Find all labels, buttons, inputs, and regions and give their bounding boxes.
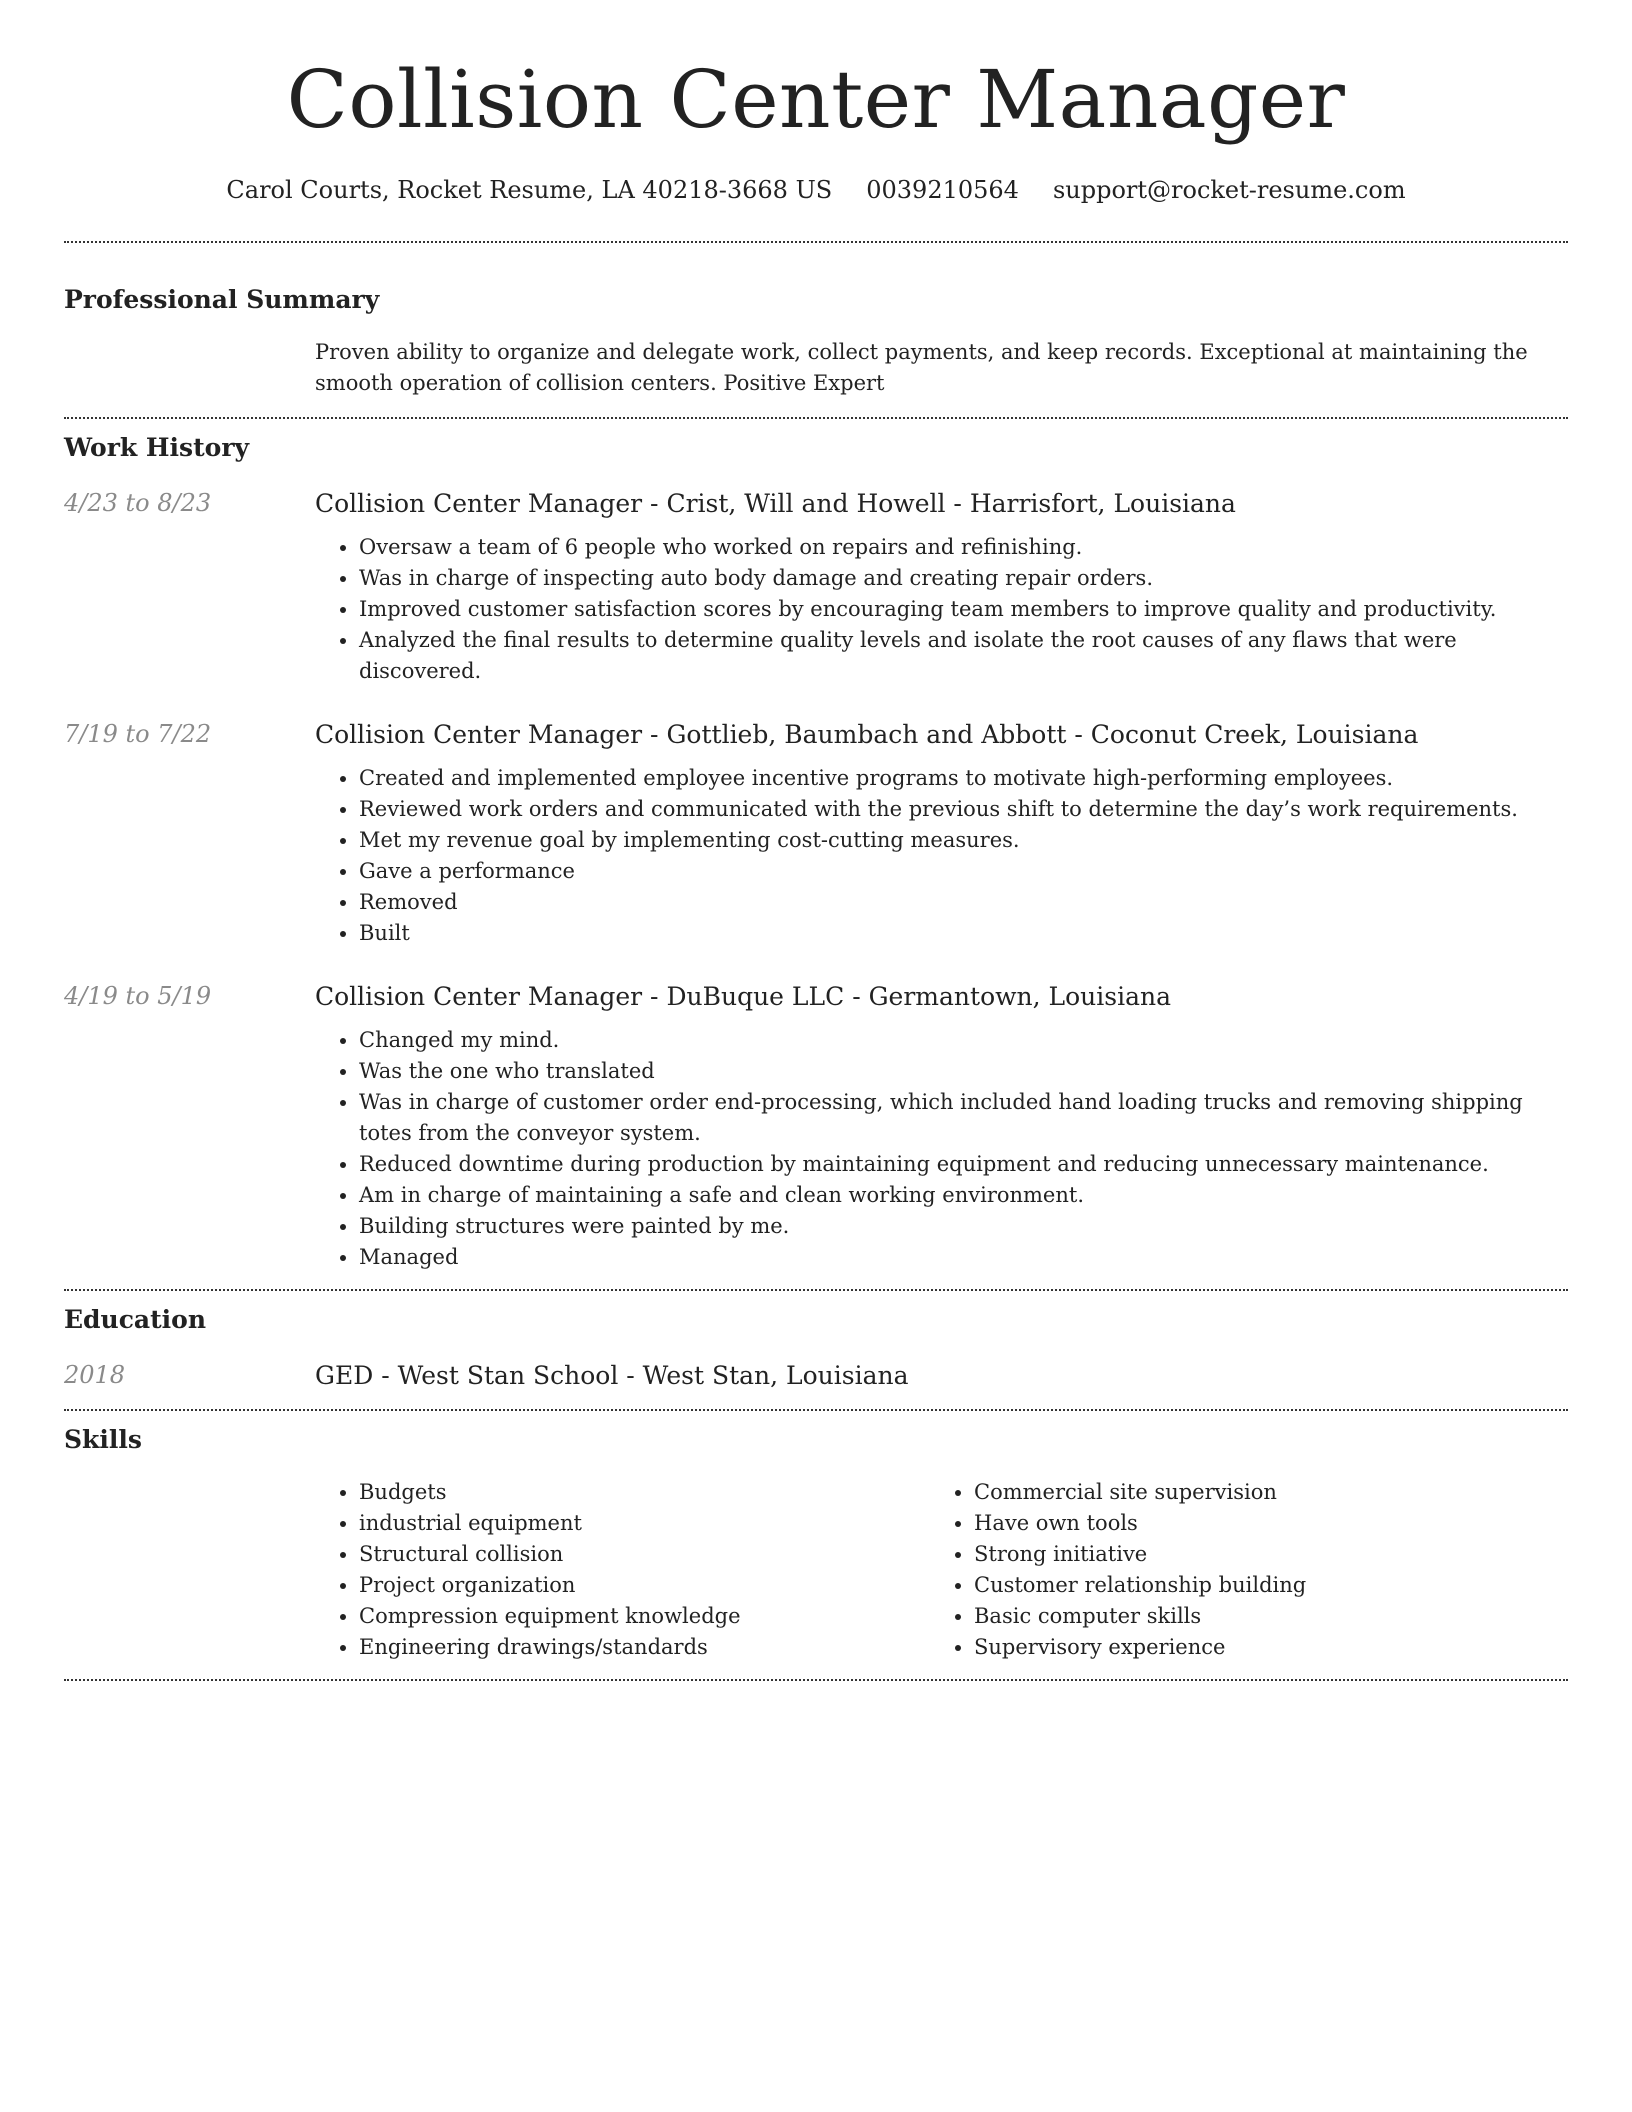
list-item: • Was in charge of inspecting auto body damage and creating repair orders.	[359, 563, 1568, 594]
education-title: GED - West Stan School - West Stan, Louisiana	[315, 1360, 909, 1390]
list-item: • Improved customer satisfaction scores by encouraging team members to improve quality and productivity.	[359, 594, 1568, 625]
divider	[64, 1289, 1568, 1291]
job-dates: 4/19 to 5/19	[64, 981, 212, 1010]
job-entry	[64, 982, 1568, 1273]
job-entry	[64, 489, 1568, 687]
list-item: • Supervisory experience	[974, 1632, 1545, 1663]
list-item: • Project organization	[359, 1570, 930, 1601]
skills-list-right	[930, 1477, 1545, 1663]
summary-text: Proven ability to organize and delegate work, collect payments, and keep records. Exceptional at maintaining the smooth operation of collision centers. Positive Expert	[315, 339, 1528, 395]
list-item: • Was in charge of customer order end-processing, which included hand loading trucks and removing shipping totes from the conveyor system.	[359, 1087, 1568, 1149]
job-body	[315, 489, 1568, 687]
skills-section	[64, 1425, 1568, 1663]
list-item: • industrial equipment	[359, 1508, 930, 1539]
job-dates: 4/23 to 8/23	[64, 488, 212, 517]
list-item: • Was the one who translated	[359, 1056, 1568, 1087]
list-item: • Created and implemented employee incentive programs to motivate high-performing employees.	[359, 763, 1568, 794]
list-item: • Reduced downtime during production by maintaining equipment and reducing unnecessary maintenance.	[359, 1149, 1568, 1180]
divider	[64, 1679, 1568, 1681]
job-title: Collision Center Manager - DuBuque LLC - Germantown, Louisiana	[315, 981, 1171, 1011]
contact-line	[64, 176, 1568, 205]
list-item: • Oversaw a team of 6 people who worked on repairs and refinishing.	[359, 532, 1568, 563]
education-section	[64, 1305, 1568, 1391]
list-item: • Analyzed the final results to determine quality levels and isolate the root causes of any flaws that were discovered.	[359, 625, 1568, 687]
divider	[64, 1409, 1568, 1411]
job-title: Collision Center Manager - Crist, Will and Howell - Harrisfort, Louisiana	[315, 488, 1236, 518]
education-year: 2018	[64, 1360, 126, 1389]
contact-address: Carol Courts, Rocket Resume, LA 40218-3668 US	[226, 176, 833, 204]
list-item: • Changed my mind.	[359, 1025, 1568, 1056]
list-item: • Customer relationship building	[974, 1570, 1545, 1601]
job-title: Collision Center Manager - Gottlieb, Baumbach and Abbott - Coconut Creek, Louisiana	[315, 719, 1419, 749]
list-item: • Basic computer skills	[974, 1601, 1545, 1632]
list-item: • Met my revenue goal by implementing cost-cutting measures.	[359, 825, 1568, 856]
list-item: • Structural collision	[359, 1539, 930, 1570]
contact-phone: 0039210564	[866, 176, 1019, 204]
list-item: • Strong initiative	[974, 1539, 1545, 1570]
job-bullets	[315, 532, 1568, 687]
divider	[64, 417, 1568, 419]
skills-grid	[315, 1477, 1568, 1663]
list-item: • Compression equipment knowledge	[359, 1601, 930, 1632]
work-history-section	[64, 433, 1568, 1273]
list-item: • Built	[359, 918, 1568, 949]
list-item: • Gave a performance	[359, 856, 1568, 887]
list-item: • Commercial site supervision	[974, 1477, 1545, 1508]
work-history-heading: Work History	[64, 432, 250, 462]
education-heading: Education	[64, 1304, 207, 1334]
job-dates: 7/19 to 7/22	[64, 719, 212, 748]
list-item: • Building structures were painted by me.	[359, 1211, 1568, 1242]
list-item: • Am in charge of maintaining a safe and clean working environment.	[359, 1180, 1568, 1211]
skills-heading: Skills	[64, 1424, 142, 1454]
list-item: • Have own tools	[974, 1508, 1545, 1539]
divider	[64, 241, 1568, 243]
list-item: • Reviewed work orders and communicated with the previous shift to determine the day’s work requirements.	[359, 794, 1568, 825]
job-body	[315, 982, 1568, 1273]
list-item: • Engineering drawings/standards	[359, 1632, 930, 1663]
summary-section	[64, 285, 1568, 399]
summary-heading: Professional Summary	[64, 284, 380, 314]
contact-email: support@rocket-resume.com	[1052, 176, 1406, 204]
education-entry	[64, 1361, 1568, 1391]
job-entry	[64, 720, 1568, 949]
job-bullets	[315, 1025, 1568, 1273]
education-body	[315, 1361, 1568, 1391]
job-bullets	[315, 763, 1568, 949]
skills-list-left	[315, 1477, 930, 1663]
list-item: • Budgets	[359, 1477, 930, 1508]
list-item: • Removed	[359, 887, 1568, 918]
list-item: • Managed	[359, 1242, 1568, 1273]
job-body	[315, 720, 1568, 949]
resume-title: Collision Center Manager	[286, 53, 1346, 146]
